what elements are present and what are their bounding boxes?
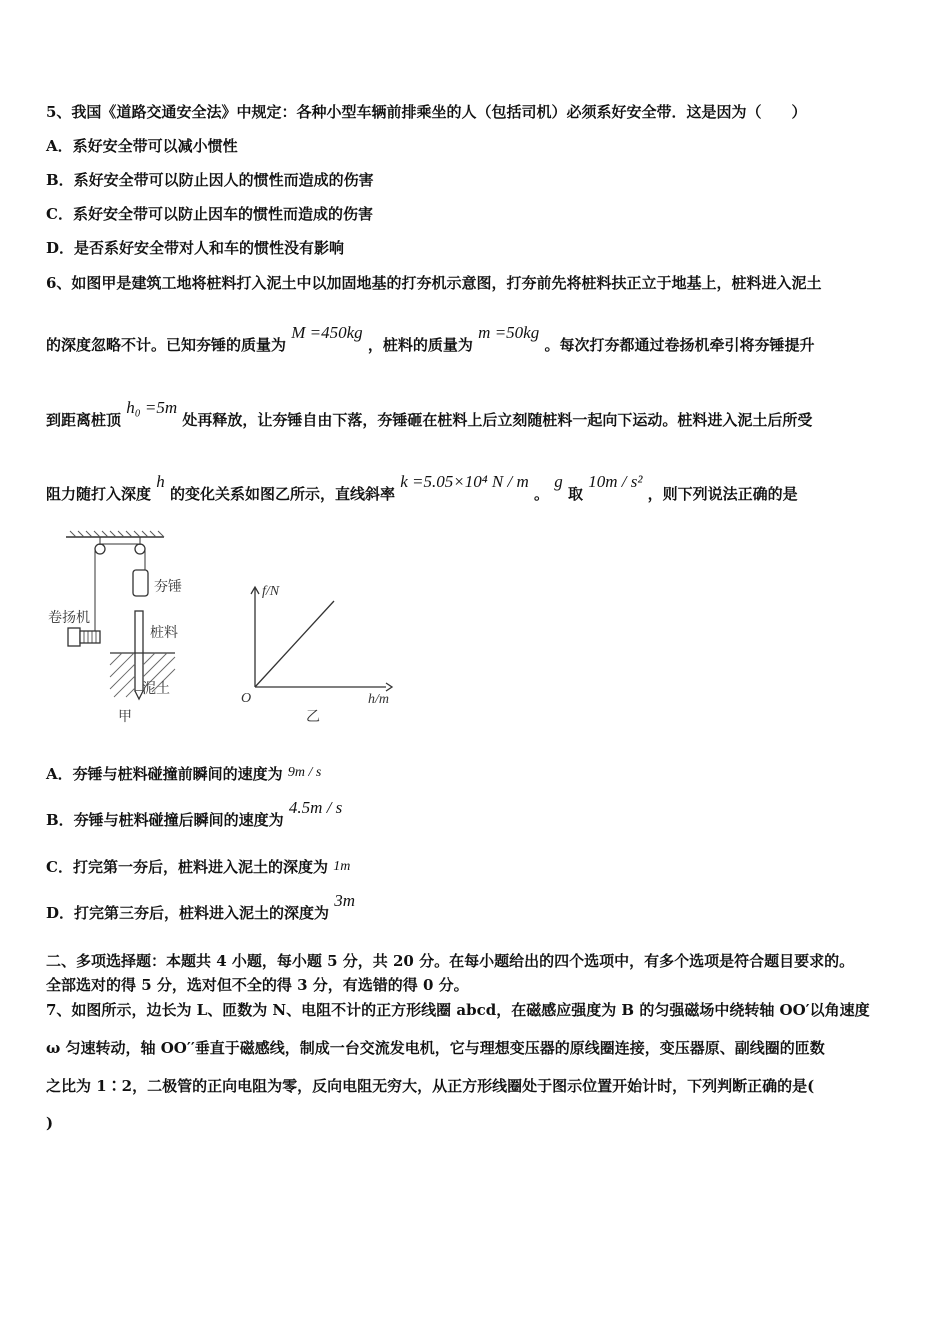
q6-option-b xyxy=(46,798,343,830)
gravity-value: 10m / s² xyxy=(588,472,643,491)
caption-b: 乙 xyxy=(306,709,320,725)
q5-option-c: C．系好安全带可以防止因车的惯性而造成的伤害 xyxy=(46,205,373,223)
axis-label-f: f/N xyxy=(262,584,280,599)
mass-hammer: M =450kg xyxy=(291,323,363,342)
q6-line4c: 。 xyxy=(533,485,549,503)
h-axis-arrow xyxy=(386,683,392,691)
q6-option-c-value: 1m xyxy=(333,859,351,874)
q6-line2a: 的深度忽略不计。已知夯锤的质量为 xyxy=(46,336,287,354)
label-soil: 泥土 xyxy=(142,681,170,697)
ceiling-hatch xyxy=(70,531,164,537)
height-h0: h₀ =5m xyxy=(126,398,178,417)
pulley-left xyxy=(95,544,105,554)
section2-line2: 全部选对的得 5 分，选对但不全的得 3 分，有选错的得 0 分。 xyxy=(46,976,469,994)
pulley-right xyxy=(135,544,145,554)
q5-option-d: D．是否系好安全带对人和车的惯性没有影响 xyxy=(46,239,345,257)
q5-option-b: B．系好安全带可以防止因人的惯性而造成的伤害 xyxy=(46,171,374,189)
q6-line4b: 的变化关系如图乙所示，直线斜率 xyxy=(169,485,395,503)
q6-line2c: 。每次打夯都通过卷扬机牵引将夯锤提升 xyxy=(544,336,815,354)
q6-option-b-value: 4.5m / s xyxy=(288,798,343,817)
q6-line4a: 阻力随打入深度 xyxy=(46,485,152,503)
q6-option-c xyxy=(46,857,350,879)
caption-a: 甲 xyxy=(118,709,132,725)
q6-line2b: ，桩料的质量为 xyxy=(367,336,473,354)
f-h-line xyxy=(255,601,334,687)
q6-option-d-value: 3m xyxy=(334,891,356,910)
gravity-symbol: g xyxy=(554,472,563,491)
q7-line2: ω 匀速转动，轴 OO′′垂直于磁感线，制成一台交流发电机，它与理想变压器的原线圈连接，变压器原、副线圈的匝数 xyxy=(46,1039,825,1057)
q6-line3b: 处再释放，让夯锤自由下落，夯锤砸在桩料上后立刻随桩料一起向下运动。桩料进入泥土后所受 xyxy=(182,411,813,429)
pile xyxy=(135,611,143,691)
mass-pile: m =50kg xyxy=(478,323,540,342)
q5-stem: 5、我国《道路交通安全法》中规定：各种小型车辆前排乘坐的人（包括司机）必须系好安全带．这是因为（ ） xyxy=(46,103,807,121)
q6-option-a-text: A．夯锤与桩料碰撞前瞬间的速度为 xyxy=(46,765,283,783)
section2-line1: 二、多项选择题：本题共 4 小题，每小题 5 分，共 20 分。在每小题给出的四个选项中，有多个选项是符合题目要求的。 xyxy=(46,952,855,970)
label-pile: 桩料 xyxy=(150,625,178,641)
depth-symbol: h xyxy=(156,472,165,491)
q6-line2 xyxy=(46,323,815,355)
q6-line3a: 到距离桩顶 xyxy=(46,411,122,429)
slope-k: k =5.05×10⁴ N / m xyxy=(400,472,529,491)
q6-line3 xyxy=(46,398,813,430)
q6-line4 xyxy=(46,472,798,504)
q6-line1: 6、如图甲是建筑工地将桩料打入泥土中以加固地基的打夯机示意图，打夯前先将桩料扶正立于地基上，桩料进入泥土 xyxy=(46,274,822,292)
q7-line1: 7、如图所示，边长为 L、匝数为 N、电阻不计的正方形线圈 abcd，在磁感应强度为 B 的匀强磁场中绕转轴 OO′以角速度 xyxy=(46,1001,870,1019)
label-hammer: 夯锤 xyxy=(154,579,182,595)
label-winch: 卷扬机 xyxy=(48,610,90,626)
q6-option-d xyxy=(46,891,356,923)
q6-option-a xyxy=(46,764,321,786)
q7-line4: ) xyxy=(46,1114,54,1132)
q6-figure xyxy=(40,525,420,734)
winch-base xyxy=(68,628,80,646)
q6-line4d: 取 xyxy=(567,485,583,503)
hammer-block xyxy=(133,570,148,596)
q6-figure-svg xyxy=(40,525,420,730)
q5-option-a: A．系好安全带可以减小惯性 xyxy=(46,137,238,155)
q6-line4e: ，则下列说法正确的是 xyxy=(647,485,798,503)
q6-option-a-value: 9m / s xyxy=(287,765,322,780)
origin-label: O xyxy=(241,691,252,706)
q6-option-b-text: B．夯锤与桩料碰撞后瞬间的速度为 xyxy=(46,811,284,829)
q6-option-d-text: D．打完第三夯后，桩料进入泥土的深度为 xyxy=(46,904,330,922)
axis-label-h: h/m xyxy=(368,692,389,707)
q7-line3: 之比为 1∶2，二极管的正向电阻为零，反向电阻无穷大，从正方形线圈处于图示位置开始计时，下列判断正确的是( xyxy=(46,1077,815,1095)
winch-drum xyxy=(80,631,100,643)
q6-option-c-text: C．打完第一夯后，桩料进入泥土的深度为 xyxy=(46,858,328,876)
